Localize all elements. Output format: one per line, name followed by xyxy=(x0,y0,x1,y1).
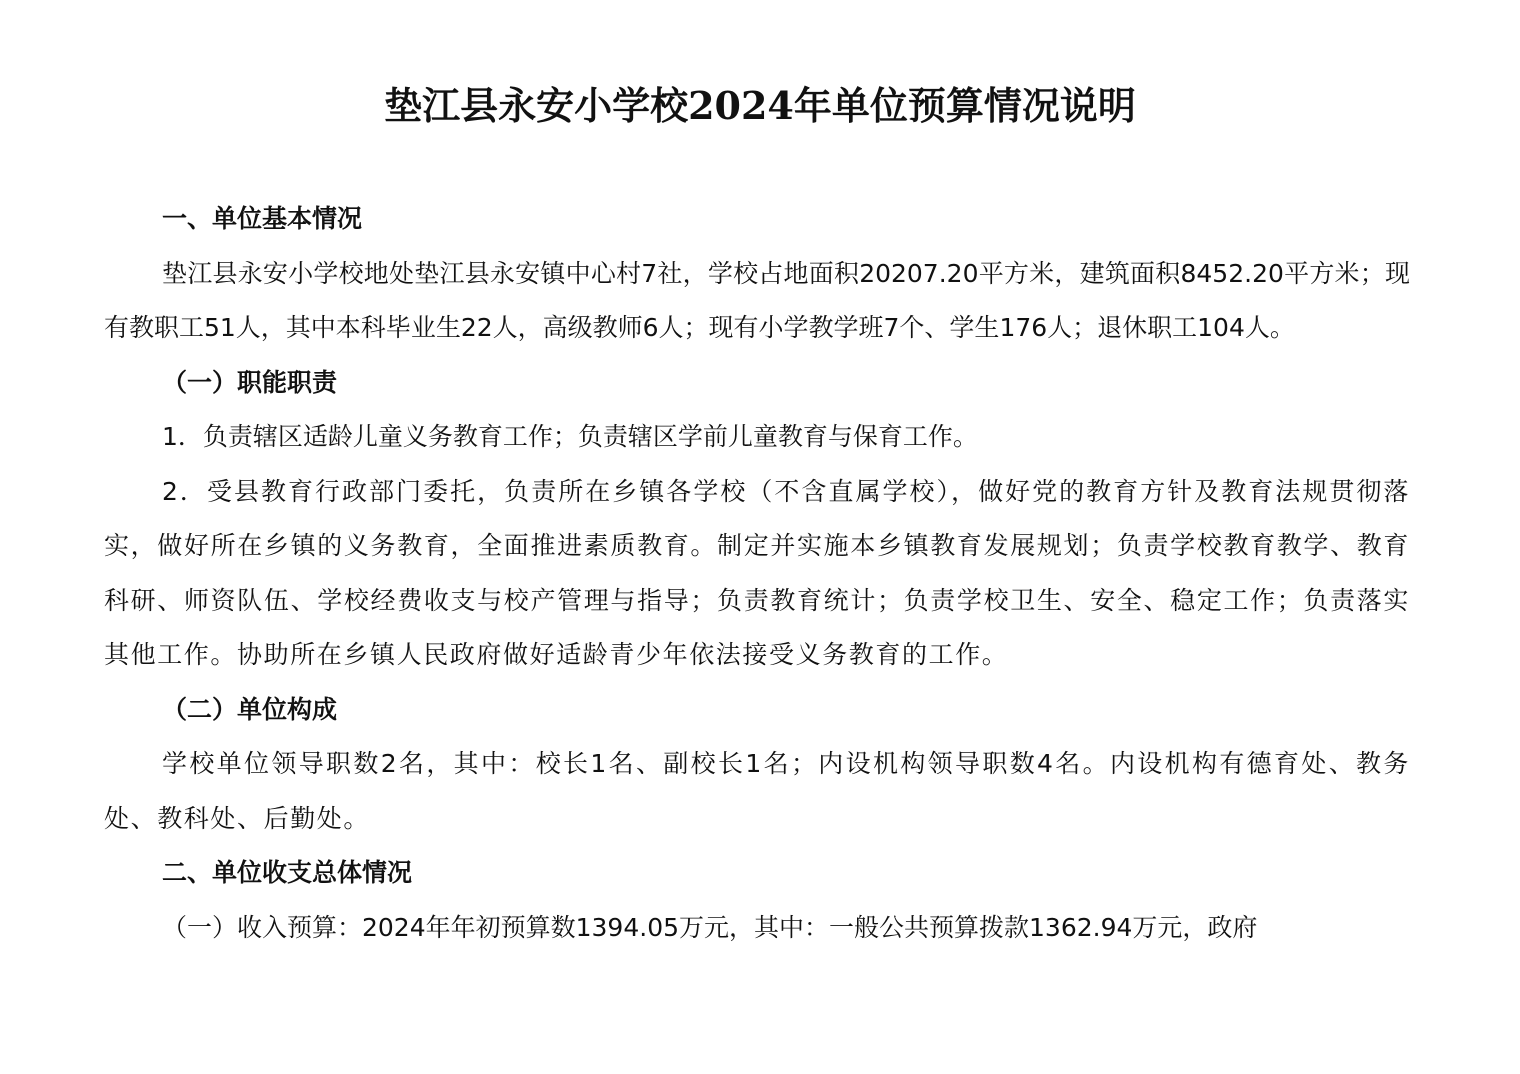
subsection-heading-structure: （二）单位构成 xyxy=(162,694,338,724)
basic-info-paragraph: 垫江县永安小学校地处垫江县永安镇中心村7社，学校占地面积20207.20平方米，建筑面积8452.20平方米；现有教职工51人，其中本科毕业生22人，高级教师6人；现有小学教学班7个、学生176人；退休职工104人。 xyxy=(104,258,1410,342)
income-budget-paragraph: （一）收入预算：2024年年初预算数1394.05万元，其中：一般公共预算拨款1362.94万元，政府 xyxy=(162,912,1258,942)
structure-paragraph: 学校单位领导职数2名，其中：校长1名、副校长1名；内设机构领导职数4名。内设机构有德育处、教务处、教科处、后勤处。 xyxy=(104,749,1410,833)
duty-item-2: 2．受县教育行政部门委托，负责所在乡镇各学校（不含直属学校），做好党的教育方针及教育法规贯彻落实，做好所在乡镇的义务教育，全面推进素质教育。制定并实施本乡镇教育发展规划；负责学校教育教学、教育科研、师资队伍、学校经费收支与校产管理与指导；负责教育统计；负责学校卫生、安全、稳定工作；负责落实其他工作。协助所在乡镇人民政府做好适龄青少年依法接受义务教育的工作。 xyxy=(104,476,1410,669)
subsection-heading-duties: （一）职能职责 xyxy=(162,367,338,397)
document-body xyxy=(104,192,1410,955)
page-title: 垫江县永安小学校2024年单位预算情况说明 xyxy=(384,83,1136,128)
section-heading-budget-overview: 二、单位收支总体情况 xyxy=(162,858,413,887)
duty-item-1: 1．负责辖区适龄儿童义务教育工作；负责辖区学前儿童教育与保育工作。 xyxy=(162,422,978,451)
section-heading-basic-info: 一、单位基本情况 xyxy=(162,204,363,233)
